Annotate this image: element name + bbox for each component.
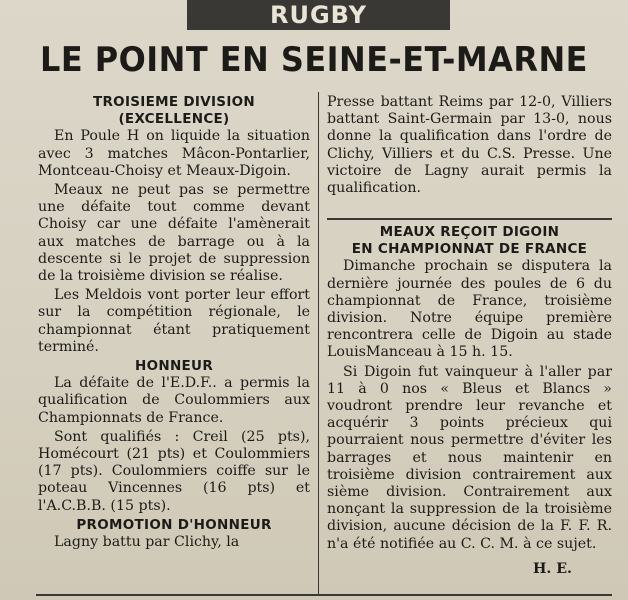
headline: LE POINT EN SEINE-ET-MARNE (40, 40, 588, 80)
paragraph: Sont qualifiés : Creil (25 pts), Homécourt (21 pts) et Coulommiers (17 pts). Coulommiers coiffe sur le poteau Vincennes (16 pts) et l'A.C.B.B. (15 pts). (38, 428, 310, 514)
paragraph: Meaux ne peut pas se permettre une défaite tout comme devant Choisy car une défaite l'amènerait aux matches de barrage ou à la descente si le projet de suppression de la troisième division se réalise. (38, 182, 310, 285)
section-banner: RUGBY (187, 0, 450, 30)
signature: H. E. (532, 560, 572, 577)
paragraph: En Poule H on liquide la situation avec 3 matches Mâcon-Pontarlier, Montceau-Choisy et Meaux-Digoin. (38, 128, 310, 179)
section-divider (327, 218, 612, 220)
section-title-honneur: HONNEUR (134, 358, 214, 375)
column-divider (318, 92, 319, 594)
paragraph: La défaite de l'E.D.F.. a permis la qualification de Coulommiers aux Championnats de France. (38, 375, 310, 426)
paragraph: Si Digoin fut vainqueur à l'aller par 11 à 0 nos « Bleus et Blancs » voudront prendre leur revanche et acquérir 3 points précieux qui pourraient nous permettre d'éviter les barrages et nous maintenir en troisième division contrairement aux sième division. Contrairement aux nonçant la suppression de la troisième division, aucune décision de la F. F. R. n'a été notifiée au C. C. M. à ce sujet. (327, 363, 612, 552)
right-column-article (327, 224, 612, 578)
section-title-meaux-digoin: MEAUX REÇOIT DIGOIN (379, 224, 560, 240)
section-subtitle-championnat: EN CHAMPIONNAT DE FRANCE (351, 241, 588, 258)
bottom-rule (36, 594, 612, 596)
paragraph: Lagny battu par Clichy, la (54, 534, 240, 551)
paragraph: Dimanche prochain se disputera la dernière journée des poules de 6 du championnat de France, troisième division. Notre équipe première rencontrera celle de Digoin au stade LouisManceau à 15 h. 15. (327, 258, 612, 361)
paragraph: Presse battant Reims par 12-0, Villiers battant Saint-Germain par 13-0, nous donne la qualification dans l'ordre de Clichy, Villiers et du C.S. Presse. Une victoire de Lagny aurait permis la qualification. (327, 94, 612, 197)
section-subtitle-excellence: (EXCELLENCE) (118, 111, 230, 128)
section-title-promotion-honneur: PROMOTION D'HONNEUR (76, 516, 272, 533)
left-column (38, 94, 310, 553)
section-title-troisieme-division: TROISIEME DIVISION (92, 94, 256, 110)
right-column (327, 94, 612, 199)
paragraph: Les Meldois vont porter leur effort sur la compétition régionale, le championnat étant pratiquement terminé. (38, 287, 310, 355)
